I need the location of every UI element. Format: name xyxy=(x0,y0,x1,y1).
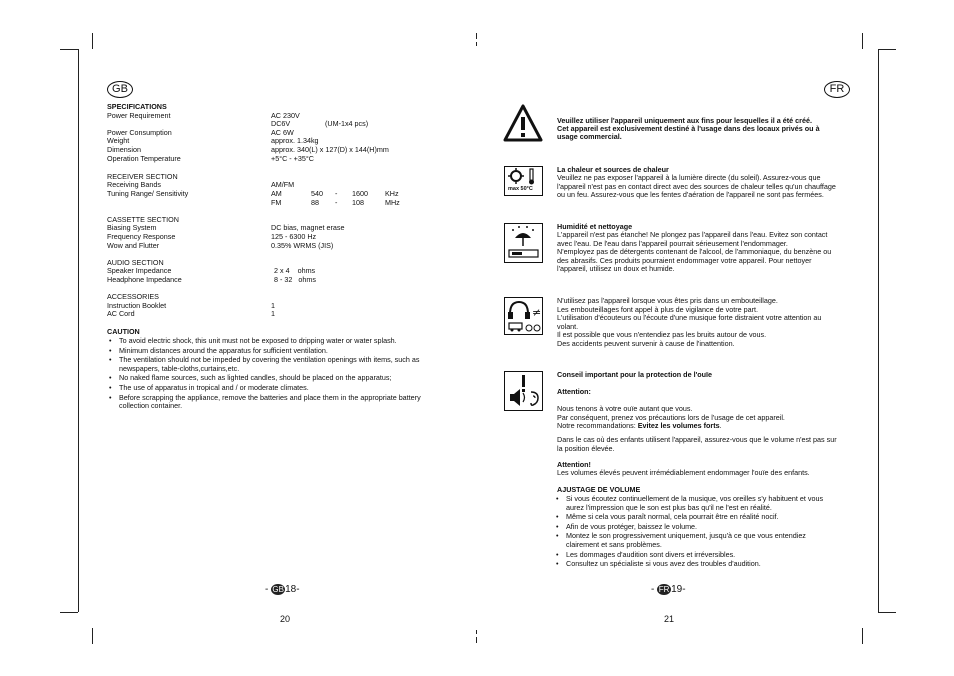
booklet-value: 1 xyxy=(271,301,275,310)
speaker-ear-icon xyxy=(504,371,543,411)
text-line: la position élevée. xyxy=(557,443,615,453)
fm-unit: MHz xyxy=(385,198,400,207)
list-item: • Before scrapping the appliance, remove the batteries and place them in the appropriate battery collection container. xyxy=(107,394,437,411)
freq-label: Frequency Response xyxy=(107,232,176,241)
crop-mark xyxy=(60,49,78,50)
power-req-label: Power Requirement xyxy=(107,111,171,120)
heat-icon-label: max 50°C xyxy=(508,186,533,192)
recommendation-suffix: . xyxy=(719,421,722,431)
recommendation-line xyxy=(557,422,785,431)
lang-badge-gb: GB xyxy=(107,81,133,98)
list-item: • Si vous écoutez continuellement de la musique, vos oreilles s'y habituent et vous aurez l'impression que le son est plus bas qu'il ne l'est en réalité. xyxy=(554,495,839,512)
fm-to: 108 xyxy=(352,198,364,207)
weight-value: approx. 1.34kg xyxy=(271,136,319,145)
am-from: 540 xyxy=(311,189,323,198)
text-line: Des accidents peuvent survenir à cause de l'inattention. xyxy=(557,338,735,348)
op-temp-label: Operation Temperature xyxy=(107,154,181,163)
lang-badge-fr: FR xyxy=(824,81,850,98)
crop-mark xyxy=(60,612,78,613)
cassette-title: CASSETTE SECTION xyxy=(107,215,179,224)
list-item: • To avoid electric shock, this unit must not be exposed to dripping water or water splash. xyxy=(107,337,437,346)
fm-from: 88 xyxy=(311,198,319,207)
hearing-para-3: Les volumes élevés peuvent irrémédiablement endommager l'ouïe des enfants. xyxy=(557,468,810,477)
speaker-label: Speaker Impedance xyxy=(107,266,172,275)
crop-mark xyxy=(878,49,896,50)
list-item: • Consultez un spécialiste si vous avez des troubles d'audition. xyxy=(554,560,839,569)
power-cons-value: AC 6W xyxy=(271,128,294,137)
cord-label: AC Cord xyxy=(107,309,135,318)
adjust-list xyxy=(554,495,839,570)
bias-value: DC bias, magnet erase xyxy=(271,223,345,232)
intro-line-2: Cet appareil est exclusivement destiné à l'usage dans des locaux privés ou à xyxy=(557,124,820,133)
speaker-value: 2 x 4 ohms xyxy=(274,266,316,275)
text-line: N'utilisez pas l'appareil lorsque vous êtes pris dans un embouteillage. xyxy=(557,296,778,305)
am-unit: KHz xyxy=(385,189,399,198)
crop-mark xyxy=(476,42,477,46)
am-band: AM xyxy=(271,189,282,198)
crop-mark xyxy=(878,612,896,613)
dimension-label: Dimension xyxy=(107,145,141,154)
attention-1: Attention: xyxy=(557,387,591,396)
wow-label: Wow and Flutter xyxy=(107,241,160,250)
headphones-traffic-icon xyxy=(504,297,543,335)
svg-text:≠: ≠ xyxy=(532,306,542,319)
warning-triangle-icon xyxy=(503,104,543,142)
tuning-label: Tuning Range/ Sensitivity xyxy=(107,189,189,198)
list-item: • The use of apparatus in tropical and / or moderate climates. xyxy=(107,384,437,393)
humidity-text xyxy=(557,231,831,274)
humidity-title: Humidité et nettoyage xyxy=(557,222,633,231)
power-req-value: AC 230V xyxy=(271,111,300,120)
page-footer-gb xyxy=(265,584,300,595)
dimension-value: approx. 340(L) x 127(D) x 144(H)mm xyxy=(271,145,389,154)
heat-text xyxy=(557,174,836,200)
text-line: avec l'eau. De l'eau dans l'appareil pourrait sérieusement l'endommager. xyxy=(557,238,788,248)
crop-mark xyxy=(476,630,477,634)
humidity-icon xyxy=(504,223,543,263)
power-cons-label: Power Consumption xyxy=(107,128,172,137)
footer-badge: FR xyxy=(658,585,670,594)
text-line: volant. xyxy=(557,321,579,331)
headphone-label: Headphone Impedance xyxy=(107,275,182,284)
traffic-text xyxy=(557,297,821,349)
specs-title: SPECIFICATIONS xyxy=(107,102,167,111)
hearing-title: Conseil important pour la protection de l'ouïe xyxy=(557,370,713,379)
freq-value: 125 - 6300 Hz xyxy=(271,232,317,241)
op-temp-value: +5°C - +35°C xyxy=(271,154,314,163)
attention-2: Attention! xyxy=(557,460,591,469)
weight-label: Weight xyxy=(107,136,130,145)
cord-value: 1 xyxy=(271,309,275,318)
am-to: 1600 xyxy=(352,189,368,198)
text-line: l'appareil, utilisez un doux et humide. xyxy=(557,264,675,274)
bands-value: AM/FM xyxy=(271,180,295,189)
headphone-value: 8 - 32 ohms xyxy=(274,275,316,284)
recommendation-prefix: Notre recommandations: xyxy=(557,421,638,431)
fm-dash: - xyxy=(335,198,338,207)
intro-line-3: usage commercial. xyxy=(557,132,622,141)
fold-line xyxy=(878,49,879,612)
caution-list xyxy=(107,337,437,412)
wow-value: 0.35% WRMS (JIS) xyxy=(271,241,334,250)
intro-line-1: Veuillez utiliser l'appareil uniquement aux fins pour lesquelles il a été créé. xyxy=(557,116,812,125)
footer-prefix: - xyxy=(265,584,269,596)
crop-mark xyxy=(92,33,93,49)
fold-line xyxy=(78,49,79,612)
audio-title: AUDIO SECTION xyxy=(107,258,164,267)
text-line: Veuillez ne pas exposer l'appareil à la lumière directe (du soleil). Assurez-vous que xyxy=(557,173,821,182)
text-line: ou un feu. Assurez-vous que les fentes d'aération de l'appareil ne sont pas fermées. xyxy=(557,190,824,200)
footer-num: 18- xyxy=(285,584,300,596)
list-item: • The ventilation should not be impeded by covering the ventilation openings with items, such as newspapers, table-cloths,curtains,etc. xyxy=(107,356,437,373)
crop-mark xyxy=(862,33,863,49)
hearing-para-1 xyxy=(557,405,785,431)
text-line: Les embouteillages font appel à plus de vigilance de votre part. xyxy=(557,304,758,314)
page-number-right: 21 xyxy=(664,614,675,624)
list-item: • Montez le son progressivement uniquement, jusqu'à ce que vous entendiez clairement et sans problèmes. xyxy=(554,532,839,549)
text-line: des abrasifs. Ces produits pourraient endommager votre appareil. Pour nettoyer xyxy=(557,255,812,265)
footer-prefix: - xyxy=(651,584,655,596)
receiver-title: RECEIVER SECTION xyxy=(107,172,178,181)
bands-label: Receiving Bands xyxy=(107,180,161,189)
accessories-title: ACCESSORIES xyxy=(107,292,159,301)
text-line: L'utilisation d'écouteurs ou l'écoute d'une musique forte distraient votre attention au xyxy=(557,313,822,323)
power-req-dc: DC6V xyxy=(271,119,291,128)
list-item: • Afin de vous protéger, baissez le volume. xyxy=(554,523,839,532)
adjust-title: AJUSTAGE DE VOLUME xyxy=(557,485,641,494)
heat-title: La chaleur et sources de chaleur xyxy=(557,165,669,174)
crop-mark xyxy=(476,637,477,643)
crop-mark xyxy=(476,33,477,39)
text-line: L'appareil n'est pas étanche! Ne plongez pas l'appareil dans l'eau. Evitez son contact xyxy=(557,230,828,239)
page-number-left: 20 xyxy=(280,614,291,624)
am-dash: - xyxy=(335,189,338,198)
text-line: Dans le cas où des enfants utilisent l'appareil, assurez-vous que le volume n'est pas sur xyxy=(557,435,837,444)
text-line: Par conséquent, prenez vos précautions lors de l'usage de cet appareil. xyxy=(557,412,785,422)
text-line: N'employez pas de détergents contenant de l'alcool, de l'ammoniaque, du benzène ou xyxy=(557,247,832,257)
footer-badge: GB xyxy=(272,585,284,594)
booklet-label: Instruction Booklet xyxy=(107,301,167,310)
recommendation-bold: Evitez les volumes forts xyxy=(637,421,720,431)
list-item: • No naked flame sources, such as lighted candles, should be placed on the apparatus; xyxy=(107,374,437,383)
fm-band: FM xyxy=(271,198,282,207)
text-line: Nous tenons à votre ouïe autant que vous. xyxy=(557,404,693,413)
page-footer-fr xyxy=(651,584,686,595)
caution-title: CAUTION xyxy=(107,327,140,336)
power-req-dc-batt: (UM-1x4 pcs) xyxy=(325,119,369,128)
bias-label: Biasing System xyxy=(107,223,157,232)
text-line: Il est possible que vous n'entendiez pas les bruits autour de vous. xyxy=(557,330,767,340)
footer-num: 19- xyxy=(671,584,686,596)
text-line: l'appareil n'est pas en contact direct avec des sources de chaleur telles qu'un chauffage xyxy=(557,181,836,191)
heat-icon xyxy=(504,166,543,196)
crop-mark xyxy=(92,628,93,644)
list-item: • Les dommages d'audition sont divers et irréversibles. xyxy=(554,551,839,560)
crop-mark xyxy=(862,628,863,644)
list-item: • Minimum distances around the apparatus for sufficient ventilation. xyxy=(107,347,437,356)
list-item: • Même si cela vous paraît normal, cela pourrait être en réalité nocif. xyxy=(554,513,839,522)
hearing-para-2 xyxy=(557,436,837,453)
